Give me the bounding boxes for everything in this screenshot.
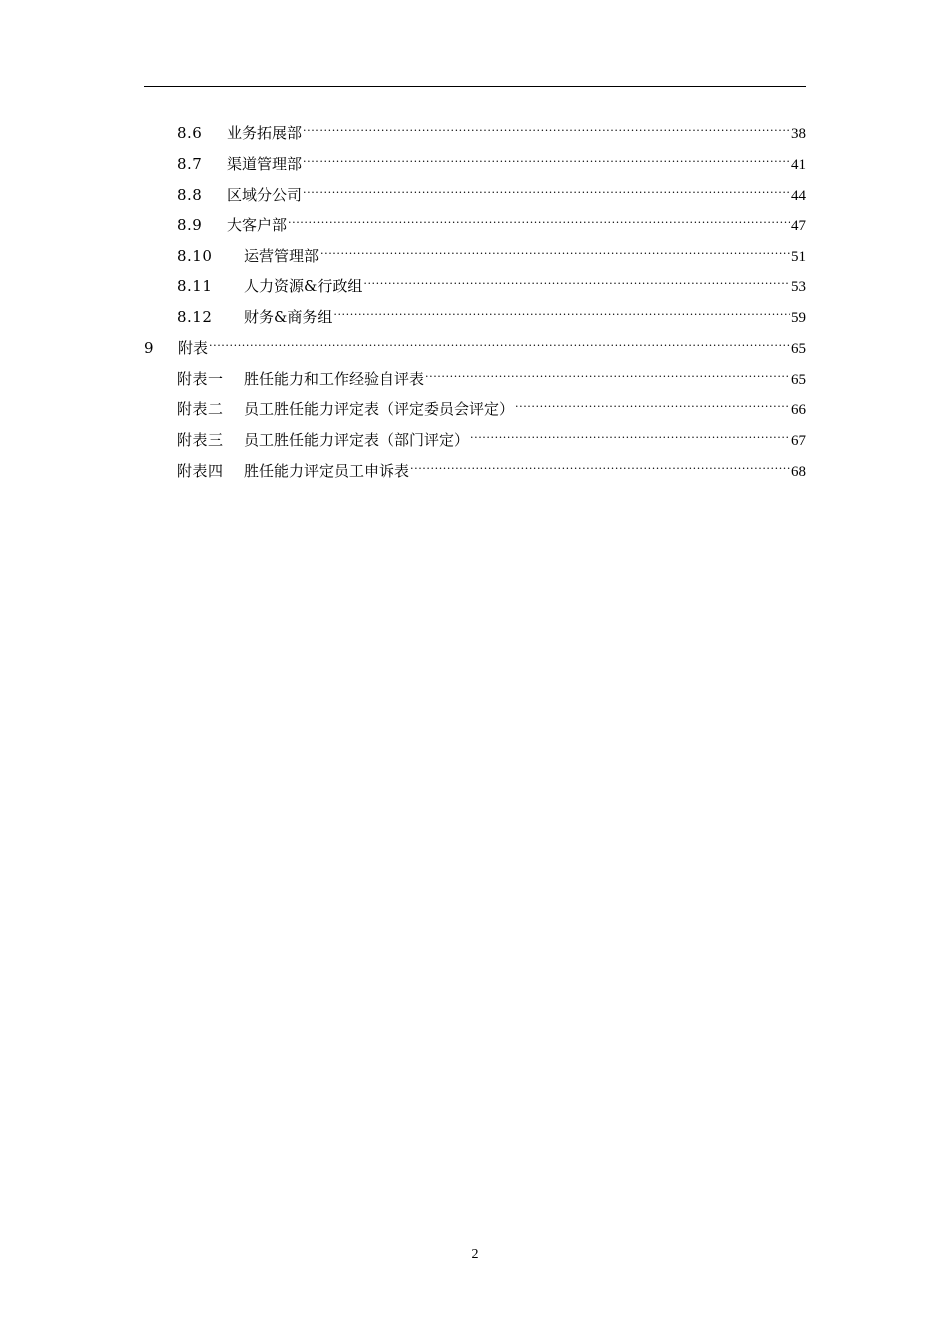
toc-entry-number: 8.8 [177,186,203,204]
toc-entry-number: 8.12 [177,308,213,326]
toc-entry-page: 44 [791,188,806,204]
toc-entry-title: 员工胜任能力评定表（评定委员会评定） [244,400,515,418]
toc-entry[interactable] [177,145,806,173]
toc-entry-title: 财务&商务组 [244,308,333,326]
toc-entry-number: 附表二 [177,400,224,418]
header-rule [144,86,806,87]
toc-entry[interactable] [177,206,806,234]
toc-entry-page: 66 [791,402,806,418]
toc-entry[interactable] [177,452,806,480]
toc-leader-dots [410,452,790,476]
toc-entry-page: 41 [791,157,806,173]
toc-entry-title: 附表 [178,339,209,357]
toc-entry-number: 附表三 [177,431,224,449]
toc-leader-dots [288,206,790,230]
toc-entry-title: 运营管理部 [244,247,320,265]
toc-leader-dots [425,360,790,384]
toc-entry[interactable] [177,267,806,295]
toc-leader-dots [363,267,790,291]
toc-entry[interactable] [177,421,806,449]
toc-leader-dots [303,145,790,169]
toc-entry-title: 员工胜任能力评定表（部门评定） [244,431,470,449]
toc-leader-dots [515,390,790,414]
toc-leader-dots [470,421,790,445]
toc-entry-page: 59 [791,310,806,326]
toc-entry-title: 人力资源&行政组 [244,277,363,295]
toc-entry-page: 51 [791,249,806,265]
toc-entry-number: 8.6 [177,124,203,142]
page-number: 2 [471,1247,479,1262]
toc-entry-number: 附表一 [177,370,224,388]
toc-entry-page: 68 [791,464,806,480]
toc-entry-number: 9 [144,339,155,357]
toc-entry-title: 区域分公司 [227,186,303,204]
toc-entry-number: 8.10 [177,247,213,265]
toc-entry-title: 胜任能力和工作经验自评表 [244,370,425,388]
toc-entry-number: 8.11 [177,277,213,295]
toc-entry-number: 8.9 [177,216,203,234]
toc-entry[interactable] [177,298,806,326]
toc-entry-number: 8.7 [177,155,203,173]
toc-entry[interactable] [177,237,806,265]
toc-entry-title: 大客户部 [227,216,288,234]
toc-leader-dots [303,176,790,200]
toc-leader-dots [209,329,790,353]
toc-entry[interactable] [144,329,806,357]
toc-entry-page: 47 [791,218,806,234]
toc-entry[interactable] [177,114,806,142]
toc-entry-title: 业务拓展部 [227,124,303,142]
toc-entry-page: 65 [791,341,806,357]
toc-entry[interactable] [177,360,806,388]
toc-entry-page: 53 [791,279,806,295]
toc-entry-page: 65 [791,372,806,388]
toc-entry-title: 渠道管理部 [227,155,303,173]
toc-entry-page: 38 [791,126,806,142]
toc-entry-number: 附表四 [177,462,224,480]
toc-entry[interactable] [177,176,806,204]
toc-entry-title: 胜任能力评定员工申诉表 [244,462,410,480]
toc-leader-dots [320,237,790,261]
toc-entry[interactable] [177,390,806,418]
toc-leader-dots [303,114,790,138]
toc-leader-dots [333,298,790,322]
toc-entry-page: 67 [791,433,806,449]
